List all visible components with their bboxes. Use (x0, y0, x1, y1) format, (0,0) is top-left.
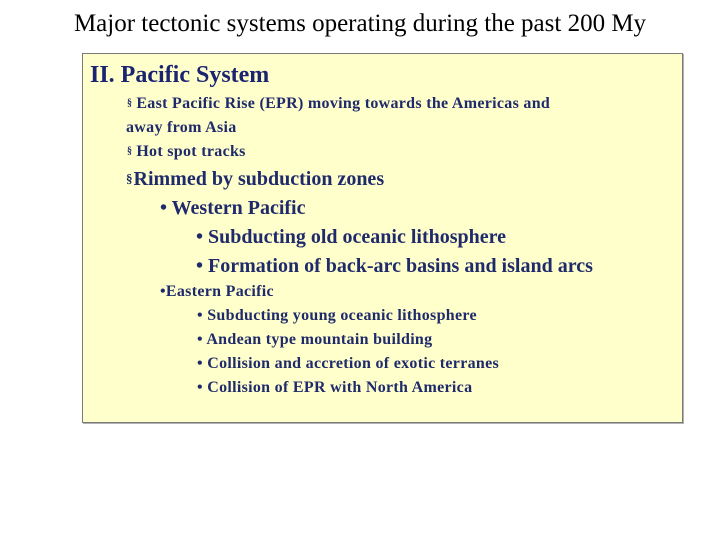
epr-text-line1: East Pacific Rise (EPR) moving towards the Americas and (136, 95, 551, 112)
dot-bullet-icon: • (197, 355, 203, 372)
box-heading: II. Pacific System (90, 62, 270, 88)
dot-bullet-icon: • (197, 379, 203, 396)
eastern-subitem-text: Collision and accretion of exotic terranes (207, 355, 500, 372)
western-subitem (196, 254, 593, 278)
rimmed-text: Rimmed by subduction zones (133, 168, 385, 190)
slide-title: Major tectonic systems operating during the past 200 My (73, 10, 647, 37)
eastern-subitem (197, 306, 477, 326)
eastern-subitem-text: Andean type mountain building (206, 331, 433, 348)
eastern-subitem-text: Subducting young oceanic lithosphere (207, 307, 477, 324)
western-subitem-text: Subducting old oceanic lithosphere (208, 226, 507, 248)
dot-bullet-icon: • (197, 331, 203, 348)
square-bullet-icon: § (127, 98, 133, 109)
square-bullet-icon: § (127, 146, 133, 157)
pacific-system-box (82, 53, 683, 423)
eastern-pacific-label: Eastern Pacific (165, 283, 274, 300)
hotspot-text: Hot spot tracks (136, 143, 246, 160)
eastern-subitem (197, 354, 499, 374)
eastern-subitem-text: Collision of EPR with North America (207, 379, 473, 396)
dot-bullet-icon: • (160, 283, 166, 300)
western-pacific-item (160, 196, 306, 220)
hotspot-bullet (127, 142, 246, 162)
epr-text-line2: away from Asia (126, 119, 237, 136)
square-bullet-icon: § (126, 171, 133, 186)
dot-bullet-icon: • (160, 197, 168, 219)
epr-bullet (127, 94, 550, 114)
eastern-pacific-item (160, 282, 274, 302)
dot-bullet-icon: • (196, 255, 204, 277)
rimmed-bullet (126, 167, 384, 191)
western-pacific-label: Western Pacific (171, 197, 306, 219)
dot-bullet-icon: • (197, 307, 203, 324)
western-subitem (196, 225, 506, 249)
eastern-subitem (197, 330, 432, 350)
eastern-subitem (197, 378, 472, 398)
western-subitem-text: Formation of back-arc basins and island arcs (208, 255, 593, 277)
dot-bullet-icon: • (196, 226, 204, 248)
